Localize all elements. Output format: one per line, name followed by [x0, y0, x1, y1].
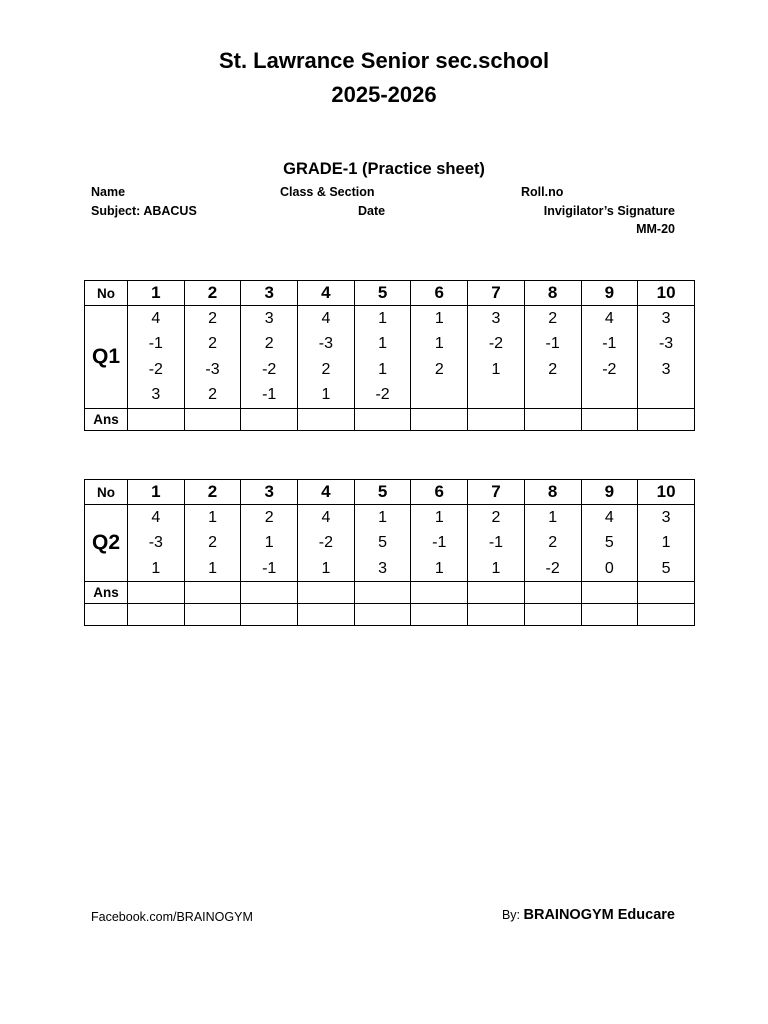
- question-number: 1: [128, 480, 185, 505]
- value: 2: [321, 360, 331, 378]
- date-label: Date: [358, 204, 386, 218]
- question-number: 8: [524, 281, 581, 306]
- subject-label: Subject: ABACUS: [91, 204, 197, 218]
- value: 1: [378, 509, 388, 526]
- school-name: St. Lawrance Senior sec.school: [218, 48, 550, 73]
- blank-cell[interactable]: [241, 604, 298, 626]
- value: 4: [151, 310, 161, 327]
- value: 2: [208, 310, 217, 327]
- academic-year: 2025-2026: [331, 82, 437, 107]
- q1-header-row: [85, 281, 695, 306]
- blank-cell[interactable]: [581, 604, 638, 626]
- answer-cell[interactable]: [354, 582, 411, 604]
- value-cell: [411, 505, 468, 582]
- value-cell: [524, 306, 581, 409]
- value: -3: [318, 335, 334, 353]
- value: -1: [488, 534, 504, 552]
- brand-name: BRAINOGYM Educare: [523, 907, 675, 923]
- question-number: 2: [184, 281, 241, 306]
- answer-cell[interactable]: [638, 582, 695, 604]
- question-number: 10: [638, 480, 695, 505]
- blank-cell[interactable]: [411, 604, 468, 626]
- footer-credit: [502, 907, 675, 923]
- answer-cell[interactable]: [128, 409, 185, 431]
- value: -2: [318, 534, 334, 552]
- value: 1: [434, 559, 444, 577]
- value: -2: [375, 385, 390, 403]
- value: 2: [264, 509, 274, 526]
- value: -2: [545, 559, 560, 577]
- question-number: 6: [411, 281, 468, 306]
- value: 2: [434, 360, 444, 378]
- answer-cell[interactable]: [411, 582, 468, 604]
- answer-cell[interactable]: [638, 409, 695, 431]
- value: 3: [661, 360, 671, 378]
- answer-cell[interactable]: [354, 409, 411, 431]
- answer-cell[interactable]: [298, 409, 355, 431]
- value: 1: [491, 360, 501, 378]
- value: 1: [661, 534, 671, 552]
- value: -2: [262, 360, 277, 378]
- value: -3: [148, 534, 163, 552]
- value-cell: [524, 505, 581, 582]
- q1-answer-row: [85, 409, 695, 431]
- q1-values-row: [85, 306, 695, 409]
- by-label: By:: [501, 908, 521, 922]
- value: 2: [491, 509, 501, 526]
- value: 2: [208, 534, 217, 552]
- value: 3: [661, 310, 671, 327]
- value: 5: [661, 559, 671, 577]
- value: 0: [604, 559, 614, 577]
- answer-cell[interactable]: [411, 409, 468, 431]
- value: 3: [378, 559, 388, 577]
- value-cell: [184, 505, 241, 582]
- value: -1: [262, 385, 277, 403]
- answer-cell[interactable]: [581, 582, 638, 604]
- q1-label: Q1: [85, 306, 128, 409]
- name-label: Name: [91, 185, 126, 199]
- blank-cell: [85, 604, 128, 626]
- value-cell: [128, 505, 185, 582]
- value-cell: [468, 505, 525, 582]
- blank-cell[interactable]: [184, 604, 241, 626]
- value-cell: [298, 505, 355, 582]
- value: 1: [378, 360, 388, 378]
- value: 4: [151, 509, 161, 526]
- value: 4: [321, 310, 331, 327]
- value-cell: [298, 306, 355, 409]
- value: 1: [264, 534, 274, 552]
- answer-cell[interactable]: [298, 582, 355, 604]
- value-cell: [128, 306, 185, 409]
- question-number: 3: [241, 281, 298, 306]
- blank-cell[interactable]: [128, 604, 185, 626]
- ans-label: Ans: [85, 409, 128, 431]
- value: -3: [205, 360, 220, 378]
- question-number: 7: [468, 480, 525, 505]
- value-cell: [241, 306, 298, 409]
- answer-cell[interactable]: [184, 409, 241, 431]
- value: 4: [604, 509, 614, 526]
- question-number: 2: [184, 480, 241, 505]
- blank-cell[interactable]: [638, 604, 695, 626]
- question-number: 4: [298, 480, 355, 505]
- blank-cell[interactable]: [524, 604, 581, 626]
- sheet-title: GRADE-1 (Practice sheet): [283, 160, 485, 178]
- value: 5: [378, 534, 388, 552]
- value: 3: [151, 385, 161, 403]
- value: 1: [321, 559, 331, 577]
- value-cell: [241, 505, 298, 582]
- value: -3: [658, 335, 674, 353]
- value: 2: [548, 360, 558, 378]
- value: 2: [548, 534, 558, 552]
- value: -2: [488, 335, 504, 353]
- ans-label: Ans: [85, 582, 128, 604]
- blank-cell[interactable]: [298, 604, 355, 626]
- question-number: 6: [411, 480, 468, 505]
- value: -1: [262, 559, 277, 577]
- q1-table: [84, 280, 695, 431]
- answer-cell[interactable]: [581, 409, 638, 431]
- value-cell: [638, 505, 695, 582]
- value: 1: [151, 559, 161, 577]
- answer-cell[interactable]: [128, 582, 185, 604]
- value-cell: [581, 306, 638, 409]
- value-cell: [468, 306, 525, 409]
- value: 3: [661, 509, 671, 526]
- value: -1: [545, 335, 560, 353]
- value-cell: [354, 306, 411, 409]
- no-label: No: [85, 281, 128, 306]
- answer-cell[interactable]: [524, 409, 581, 431]
- value: 1: [321, 385, 331, 403]
- question-number: 8: [524, 480, 581, 505]
- class-section-label: Class & Section: [280, 185, 375, 199]
- q2-values-row: [85, 505, 695, 582]
- value: 4: [604, 310, 614, 327]
- value: 1: [208, 509, 217, 526]
- answer-cell[interactable]: [468, 582, 525, 604]
- value: 2: [208, 385, 217, 403]
- blank-cell[interactable]: [468, 604, 525, 626]
- value: 1: [434, 335, 444, 353]
- value: 1: [548, 509, 558, 526]
- answer-cell[interactable]: [241, 409, 298, 431]
- value: -2: [148, 360, 163, 378]
- value: 5: [604, 534, 614, 552]
- value-cell: [581, 505, 638, 582]
- question-number: 5: [354, 281, 411, 306]
- max-marks-label: MM-20: [636, 222, 675, 236]
- question-number: 10: [638, 281, 695, 306]
- value-cell: [638, 306, 695, 409]
- value: 1: [434, 509, 444, 526]
- value: 4: [321, 509, 331, 526]
- value: 1: [378, 310, 388, 327]
- q2-table: [84, 479, 695, 626]
- value: 3: [491, 310, 501, 327]
- value: 3: [264, 310, 274, 327]
- value-cell: [184, 306, 241, 409]
- answer-cell[interactable]: [468, 409, 525, 431]
- value: 1: [378, 335, 388, 353]
- value: 2: [208, 335, 217, 353]
- question-number: 3: [241, 480, 298, 505]
- q2-label: Q2: [85, 505, 128, 582]
- value: 2: [264, 335, 274, 353]
- value: -2: [602, 360, 617, 378]
- answer-cell[interactable]: [241, 582, 298, 604]
- value-cell: [354, 505, 411, 582]
- question-number: 9: [581, 480, 638, 505]
- question-number: 1: [128, 281, 185, 306]
- q2-header-row: [85, 480, 695, 505]
- question-number: 7: [468, 281, 525, 306]
- value-cell: [411, 306, 468, 409]
- value: 1: [491, 559, 501, 577]
- question-number: 9: [581, 281, 638, 306]
- value: -1: [432, 534, 447, 552]
- answer-cell[interactable]: [524, 582, 581, 604]
- value: 2: [548, 310, 558, 327]
- value: 1: [208, 559, 217, 577]
- invigilator-signature-label: Invigilator’s Signature: [543, 204, 675, 218]
- answer-cell[interactable]: [184, 582, 241, 604]
- question-number: 4: [298, 281, 355, 306]
- value: -1: [602, 335, 617, 353]
- facebook-link: Facebook.com/BRAINOGYM: [91, 910, 253, 924]
- q2-answer-row: [85, 582, 695, 604]
- blank-cell[interactable]: [354, 604, 411, 626]
- question-number: 5: [354, 480, 411, 505]
- q2-blank-row: [85, 604, 695, 626]
- roll-no-label: Roll.no: [521, 185, 564, 199]
- value: 1: [434, 310, 444, 327]
- value: -1: [148, 335, 163, 353]
- no-label: No: [85, 480, 128, 505]
